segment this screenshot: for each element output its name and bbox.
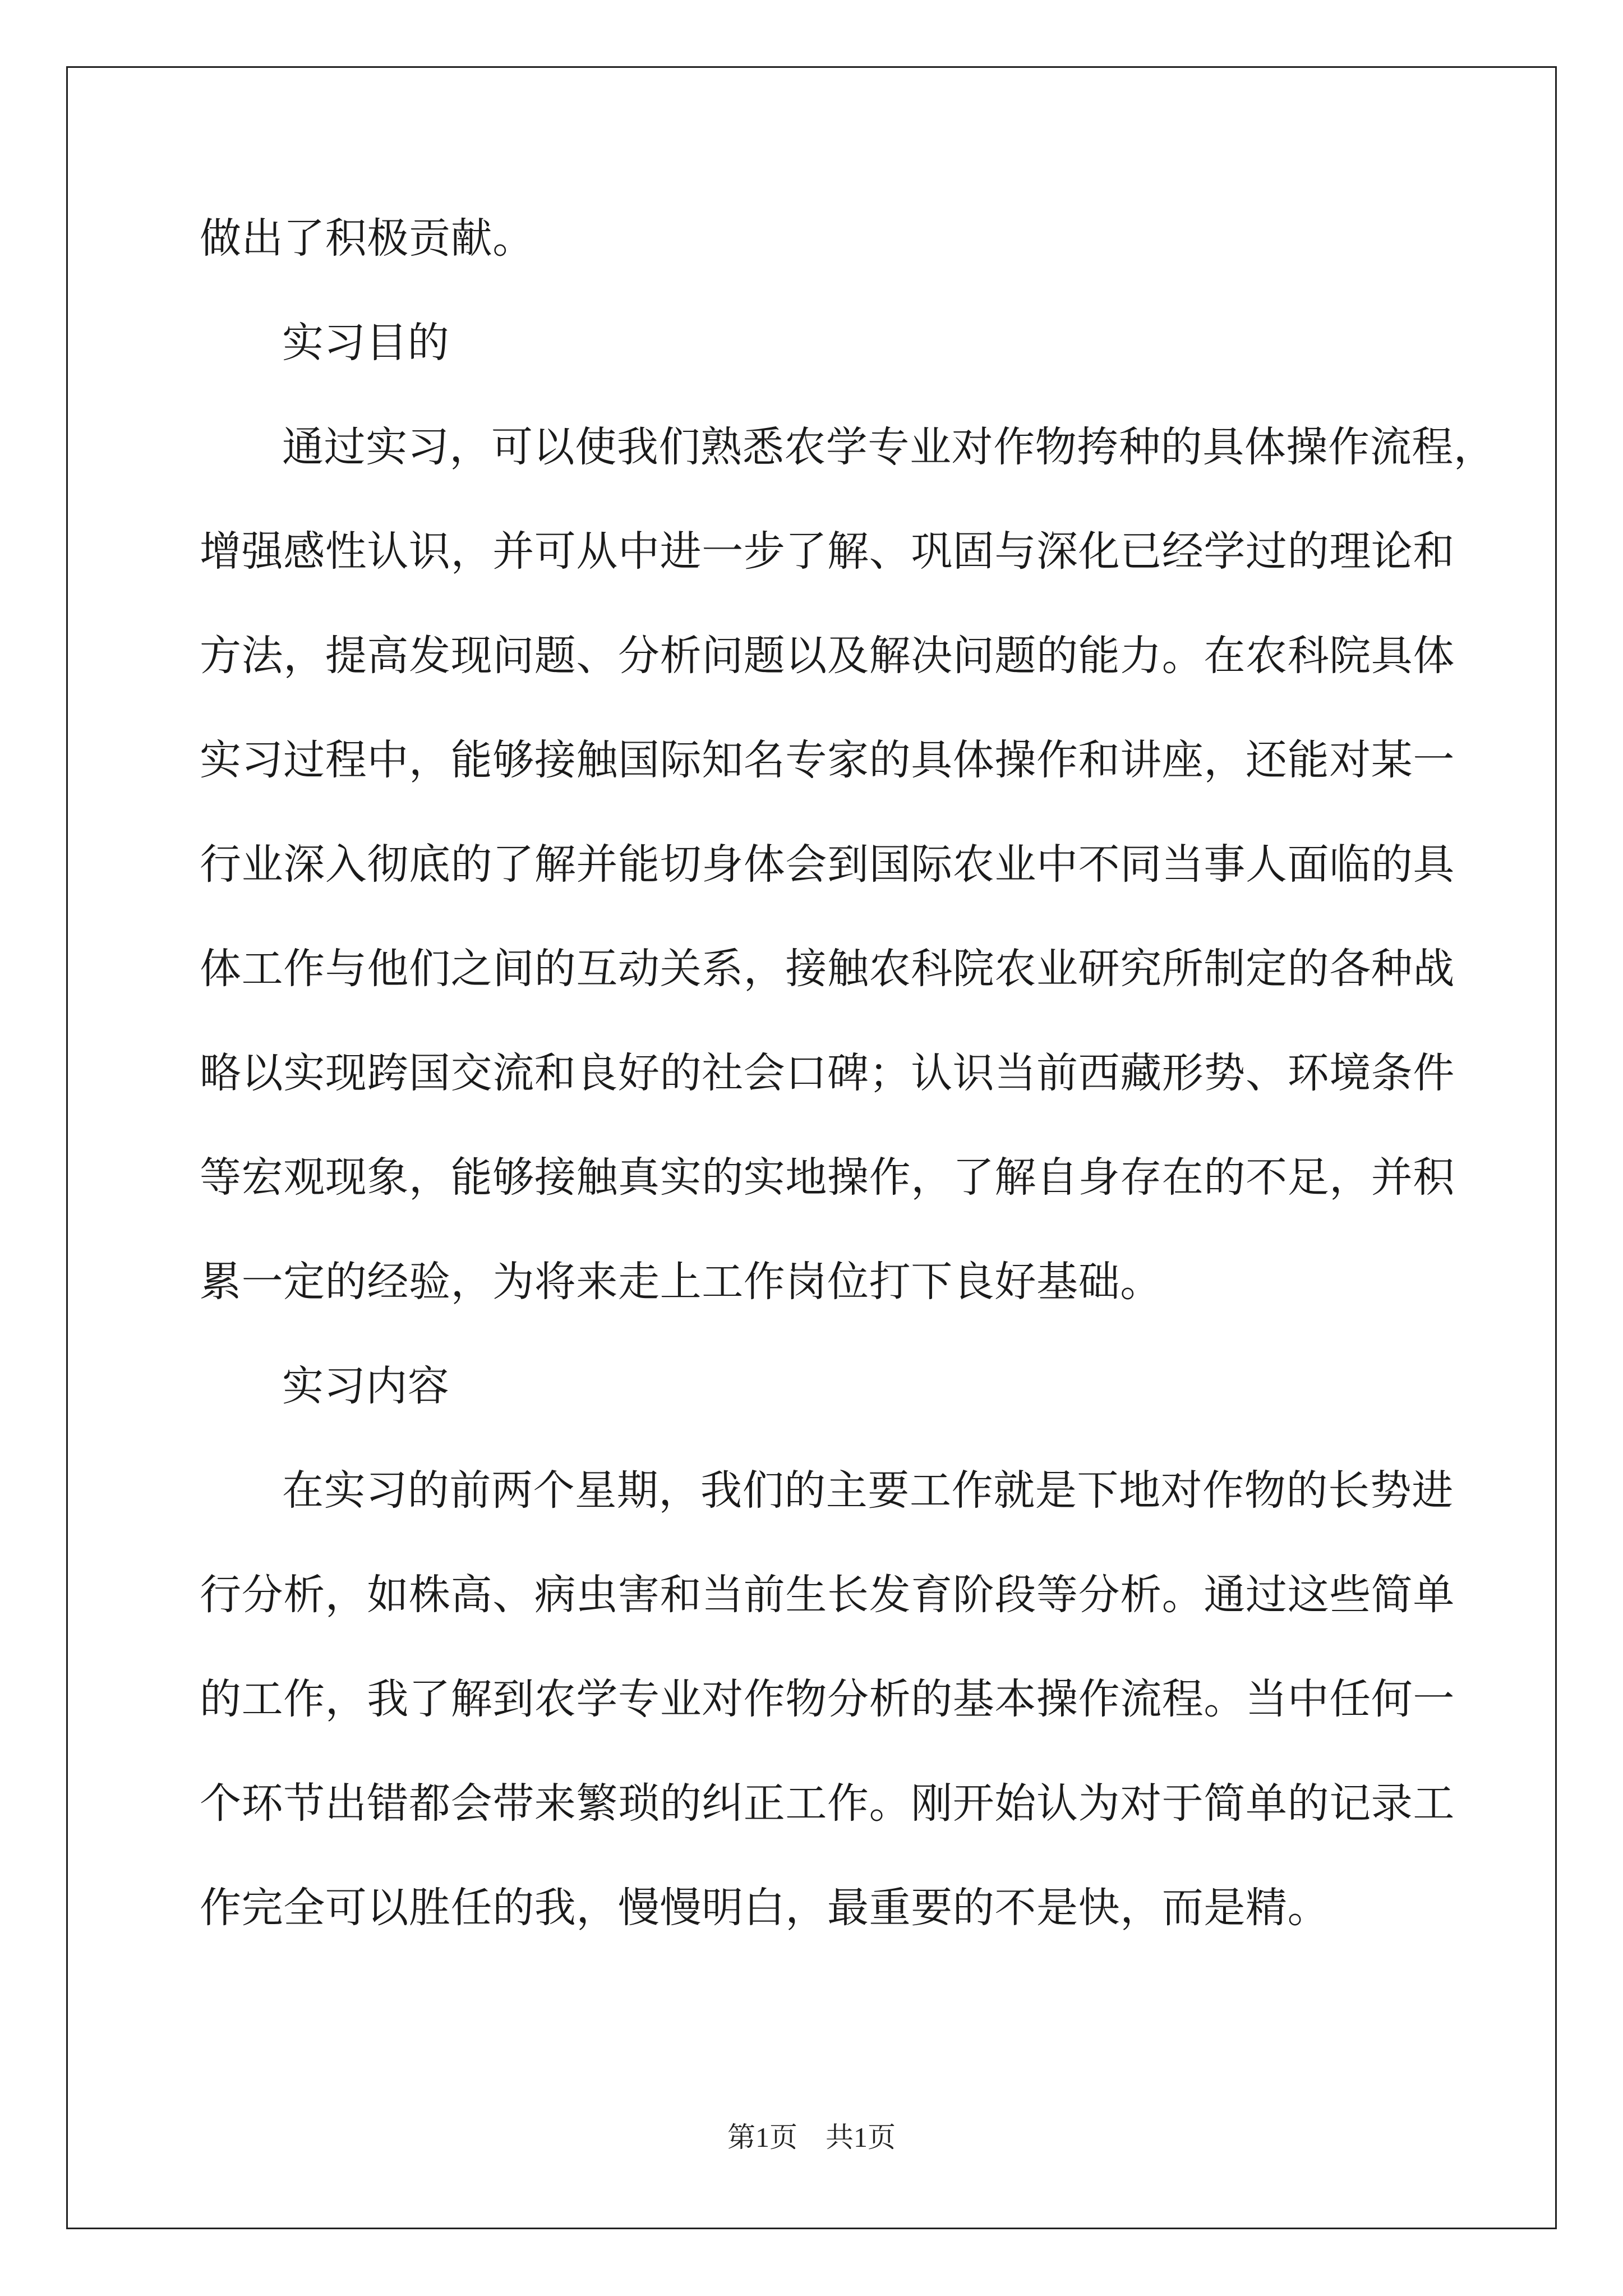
- paragraph-line: 个环节出错都会带来繁琐的纠正工作。刚开始认为对于简单的记录工: [200, 1779, 1455, 1828]
- page-footer: 第1页 共1页: [727, 2122, 896, 2153]
- section-heading-content: 实习内容: [282, 1362, 450, 1410]
- paragraph-line: 累一定的经验，为将来走上工作岗位打下良好基础。: [200, 1258, 1162, 1306]
- paragraph-line: 作完全可以胜任的我，慢慢明白，最重要的不是快，而是精。: [200, 1884, 1330, 1932]
- paragraph-line: 通过实习，可以使我们熟悉农学专业对作物挎种的具体操作流程，: [282, 423, 1496, 471]
- section-heading-purpose: 实习目的: [282, 319, 450, 367]
- paragraph-line: 等宏观现象，能够接触真实的实地操作，了解自身存在的不足，并积: [200, 1153, 1455, 1202]
- paragraph-line: 略以实现跨国交流和良好的社会口碑；认识当前西藏形势、环境条件: [200, 1049, 1455, 1097]
- paragraph-line: 做出了积极贡献。: [200, 214, 534, 263]
- paragraph-line: 行业深入彻底的了解并能切身体会到国际农业中不同当事人面临的具: [200, 840, 1455, 889]
- paragraph-line: 方法，提高发现问题、分析问题以及解决问题的能力。在农科院具体: [200, 632, 1455, 680]
- paragraph-line: 实习过程中，能够接触国际知名专家的具体操作和讲座，还能对某一: [200, 736, 1455, 784]
- paragraph-line: 增强感性认识，并可从中进一步了解、巩固与深化已经学过的理论和: [200, 527, 1455, 576]
- paragraph-line: 行分析，如株高、病虫害和当前生长发育阶段等分析。通过这些简单: [200, 1571, 1455, 1619]
- paragraph-line: 体工作与他们之间的互动关系，接触农科院农业研究所制定的各种战: [200, 945, 1455, 993]
- paragraph-line: 的工作，我了解到农学专业对作物分析的基本操作流程。当中任何一: [200, 1675, 1455, 1723]
- paragraph-line: 在实习的前两个星期，我们的主要工作就是下地对作物的长势进: [282, 1466, 1454, 1515]
